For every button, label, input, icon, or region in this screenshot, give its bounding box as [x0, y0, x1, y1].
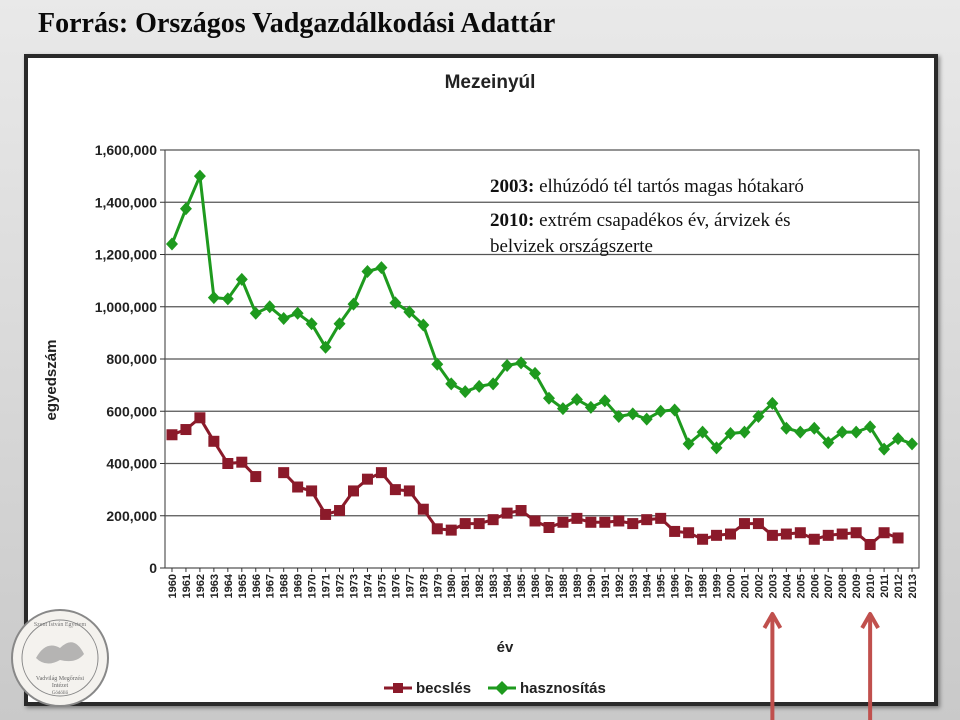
data-point-becsles	[725, 529, 736, 540]
x-tick-label: 2011	[879, 574, 892, 598]
logo-line2: Intézet	[51, 683, 69, 689]
x-tick-label: 2001	[739, 574, 752, 599]
x-tick-label: 1968	[278, 574, 291, 599]
x-tick-label: 1983	[488, 574, 501, 599]
annotation-2010-text: extrém csapadékos év, árvizek és	[534, 210, 791, 231]
y-tick-label: 1,600,000	[94, 142, 157, 158]
x-tick-label: 1982	[474, 574, 487, 599]
data-point-becsles	[613, 515, 624, 526]
data-point-becsles	[781, 529, 792, 540]
x-tick-label: 1975	[376, 574, 389, 599]
data-point-becsles	[530, 515, 541, 526]
data-point-becsles	[404, 485, 415, 496]
data-point-becsles	[334, 505, 345, 516]
data-point-becsles	[851, 527, 862, 538]
data-point-becsles	[697, 534, 708, 545]
x-tick-label: 1997	[683, 574, 696, 599]
data-point-becsles	[893, 532, 904, 543]
y-tick-label: 800,000	[106, 351, 157, 367]
annotation-2003-year: 2003:	[490, 176, 535, 197]
data-point-becsles	[194, 412, 205, 423]
x-tick-label: 2002	[753, 574, 766, 599]
data-point-becsles	[474, 518, 485, 529]
data-point-becsles	[669, 526, 680, 537]
data-point-becsles	[278, 467, 289, 478]
x-axis-label: év	[496, 639, 514, 656]
y-tick-label: 600,000	[106, 403, 157, 420]
x-tick-label: 1985	[516, 574, 529, 599]
x-tick-label: 1967	[264, 574, 277, 599]
annotation-2003-text: elhúzódó tél tartós magas hótakaró	[534, 176, 804, 197]
x-tick-label: 2008	[837, 574, 850, 599]
annotation-2010-line2: belvizek országszerte	[490, 236, 653, 256]
data-point-becsles	[585, 517, 596, 528]
data-point-becsles	[362, 474, 373, 485]
x-tick-label: 1974	[362, 574, 375, 599]
data-point-becsles	[739, 518, 750, 529]
x-tick-label: 1988	[557, 574, 570, 599]
legend-marker-hasznositas	[495, 681, 509, 695]
data-point-becsles	[683, 527, 694, 538]
x-tick-label: 1961	[180, 574, 193, 599]
x-tick-label: 1965	[236, 574, 249, 599]
x-tick-label: 1999	[711, 574, 724, 599]
university-logo	[8, 606, 112, 710]
data-point-becsles	[348, 485, 359, 496]
x-tick-label: 1987	[543, 574, 556, 599]
data-point-becsles	[711, 530, 722, 541]
x-tick-label: 1960	[166, 574, 179, 599]
data-point-becsles	[292, 482, 303, 493]
data-point-becsles	[250, 471, 261, 482]
data-point-becsles	[543, 522, 554, 533]
chart-title: Mezeinyúl	[444, 72, 536, 93]
data-point-becsles	[809, 534, 820, 545]
annotation-2010	[490, 210, 791, 232]
annotation-arrows	[764, 614, 878, 720]
x-tick-label: 2005	[795, 574, 808, 599]
x-tick-label: 1990	[585, 574, 598, 599]
x-tick-label: 1996	[669, 574, 682, 599]
x-tick-label: 1991	[599, 574, 612, 599]
x-tick-label: 2009	[851, 574, 864, 599]
x-tick-label: 2012	[893, 574, 906, 599]
data-point-becsles	[865, 539, 876, 550]
data-point-becsles	[502, 508, 513, 519]
x-tick-label: 1966	[250, 574, 263, 599]
x-tick-label: 2010	[865, 574, 878, 599]
data-point-becsles	[418, 504, 429, 515]
y-tick-labels	[95, 142, 158, 576]
data-point-becsles	[376, 467, 387, 478]
data-point-becsles	[837, 529, 848, 540]
x-tick-label: 2007	[823, 574, 836, 599]
data-point-becsles	[180, 424, 191, 435]
data-point-becsles	[432, 523, 443, 534]
data-point-becsles	[306, 485, 317, 496]
x-tick-label: 2013	[907, 574, 920, 599]
data-point-becsles	[571, 513, 582, 524]
x-tick-label: 2006	[809, 574, 822, 599]
x-tick-label: 1984	[502, 574, 515, 599]
y-tick-label: 0	[149, 560, 157, 576]
y-tick-label: 1,200,000	[94, 246, 157, 263]
y-tick-label: 200,000	[106, 507, 157, 524]
x-tick-label: 1972	[334, 574, 347, 599]
x-tick-label: 1977	[404, 574, 417, 599]
logo-line1: Vadvilág Megőrzési	[35, 676, 85, 682]
data-point-becsles	[641, 514, 652, 525]
x-tick-labels	[167, 568, 919, 598]
x-tick-label: 1970	[306, 574, 319, 599]
legend-marker-becsles	[393, 683, 403, 693]
legend-label-becsles: becslés	[416, 680, 472, 697]
x-tick-label: 1962	[194, 574, 207, 599]
y-tick-label: 1,000,000	[94, 298, 157, 315]
annotation-2003	[490, 176, 804, 198]
x-tick-label: 1969	[292, 574, 305, 599]
x-tick-label: 1971	[320, 574, 333, 599]
annotation-2010-year: 2010:	[490, 210, 535, 231]
slide-title: Forrás: Országos Vadgazdálkodási Adattár	[38, 8, 556, 39]
data-point-becsles	[320, 509, 331, 520]
data-point-becsles	[236, 457, 247, 468]
data-point-becsles	[879, 527, 890, 538]
data-point-becsles	[516, 505, 527, 516]
x-tick-label: 1993	[627, 574, 640, 599]
data-point-becsles	[446, 525, 457, 536]
x-tick-label: 1981	[460, 574, 473, 599]
x-tick-label: 1995	[655, 574, 668, 599]
x-tick-label: 1980	[446, 574, 459, 599]
x-tick-label: 2004	[781, 574, 794, 599]
data-point-becsles	[795, 527, 806, 538]
data-point-becsles	[767, 530, 778, 541]
data-point-becsles	[390, 484, 401, 495]
data-point-becsles	[627, 518, 638, 529]
legend	[384, 680, 606, 697]
legend-label-hasznositas: hasznosítás	[520, 680, 606, 697]
x-tick-label: 1964	[222, 574, 235, 599]
x-tick-label: 1998	[697, 574, 710, 599]
x-tick-label: 1994	[641, 574, 654, 599]
data-point-becsles	[460, 518, 471, 529]
x-tick-label: 1978	[418, 574, 431, 599]
logo-name: Szent István Egyetem	[33, 622, 87, 628]
logo-line3: Gödöllő	[51, 691, 69, 696]
x-tick-label: 1973	[348, 574, 361, 599]
x-tick-label: 1963	[208, 574, 221, 599]
data-point-becsles	[208, 436, 219, 447]
x-tick-label: 2000	[725, 574, 738, 599]
data-point-becsles	[488, 514, 499, 525]
x-tick-label: 1976	[390, 574, 403, 599]
data-point-becsles	[557, 517, 568, 528]
x-tick-label: 2003	[767, 574, 780, 599]
y-tick-label: 400,000	[106, 455, 157, 472]
x-tick-label: 1986	[530, 574, 543, 599]
x-tick-label: 1992	[613, 574, 626, 599]
data-point-becsles	[599, 517, 610, 528]
data-point-becsles	[166, 429, 177, 440]
x-tick-label: 1989	[571, 574, 584, 599]
data-point-becsles	[222, 458, 233, 469]
data-point-becsles	[823, 530, 834, 541]
data-point-becsles	[753, 518, 764, 529]
y-tick-label: 1,400,000	[94, 194, 157, 211]
data-point-becsles	[655, 513, 666, 524]
x-tick-label: 1979	[432, 574, 445, 599]
y-axis-label: egyedszám	[43, 339, 60, 421]
